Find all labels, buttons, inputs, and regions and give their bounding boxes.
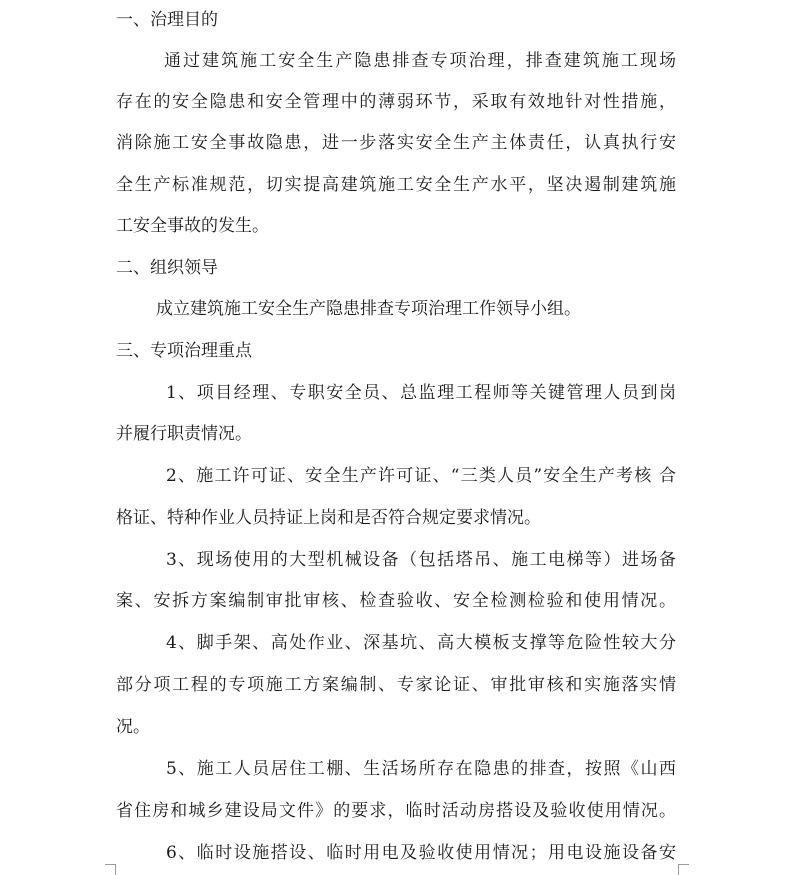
paragraph-line: 通过建筑施工安全生产隐患排查专项治理，排查建筑施工现场: [164, 51, 676, 71]
paragraph-line: 工安全事故的发生。: [116, 216, 269, 236]
paragraph-line: 消除施工安全事故隐患，进一步落实安全生产主体责任，认真执行安: [116, 133, 676, 153]
page-margin-corner-marker: [105, 864, 116, 875]
list-item-line: 省住房和城乡建设局文件》的要求，临时活动房搭设及验收使用情况。: [116, 801, 676, 821]
list-item-line: 1、项目经理、专职安全员、总监理工程师等关键管理人员到岗: [166, 383, 676, 403]
page-margin-corner-marker: [678, 864, 689, 875]
list-item-line: 2、施工许可证、安全生产许可证、“三类人员”安全生产考核 合: [166, 466, 676, 486]
paragraph-line: 全生产标准规范，切实提高建筑施工安全生产水平，坚决遏制建筑施: [116, 175, 676, 195]
list-item-line: 并履行职责情况。: [116, 424, 252, 444]
list-item-line: 部分项工程的专项施工方案编制、专家论证、审批审核和实施落实情: [116, 675, 676, 695]
list-item-line: 3、现场使用的大型机械设备（包括塔吊、施工电梯等）进场备: [166, 550, 676, 570]
list-item-line: 况。: [116, 717, 150, 737]
list-item-line: 6、临时设施搭设、临时用电及验收使用情况；用电设施设备安: [166, 843, 676, 863]
list-item-line: 案、安拆方案编制审批审核、检查验收、安全检测检验和使用情况。: [116, 591, 676, 611]
section-heading-objective: 一、治理目的: [116, 10, 218, 30]
section-heading-key-points: 三、专项治理重点: [116, 341, 252, 361]
list-item-line: 格证、特种作业人员持证上岗和是否符合规定要求情况。: [116, 508, 541, 528]
section-heading-organization: 二、组织领导: [116, 258, 218, 278]
paragraph-line: 存在的安全隐患和安全管理中的薄弱环节，采取有效地针对性措施，: [116, 92, 676, 112]
paragraph-line: 成立建筑施工安全生产隐患排查专项治理工作领导小组。: [156, 299, 581, 319]
list-item-line: 5、施工人员居住工棚、生活场所存在隐患的排查，按照《山西: [166, 759, 676, 779]
list-item-line: 4、脚手架、高处作业、深基坑、高大模板支撑等危险性较大分: [166, 633, 676, 653]
